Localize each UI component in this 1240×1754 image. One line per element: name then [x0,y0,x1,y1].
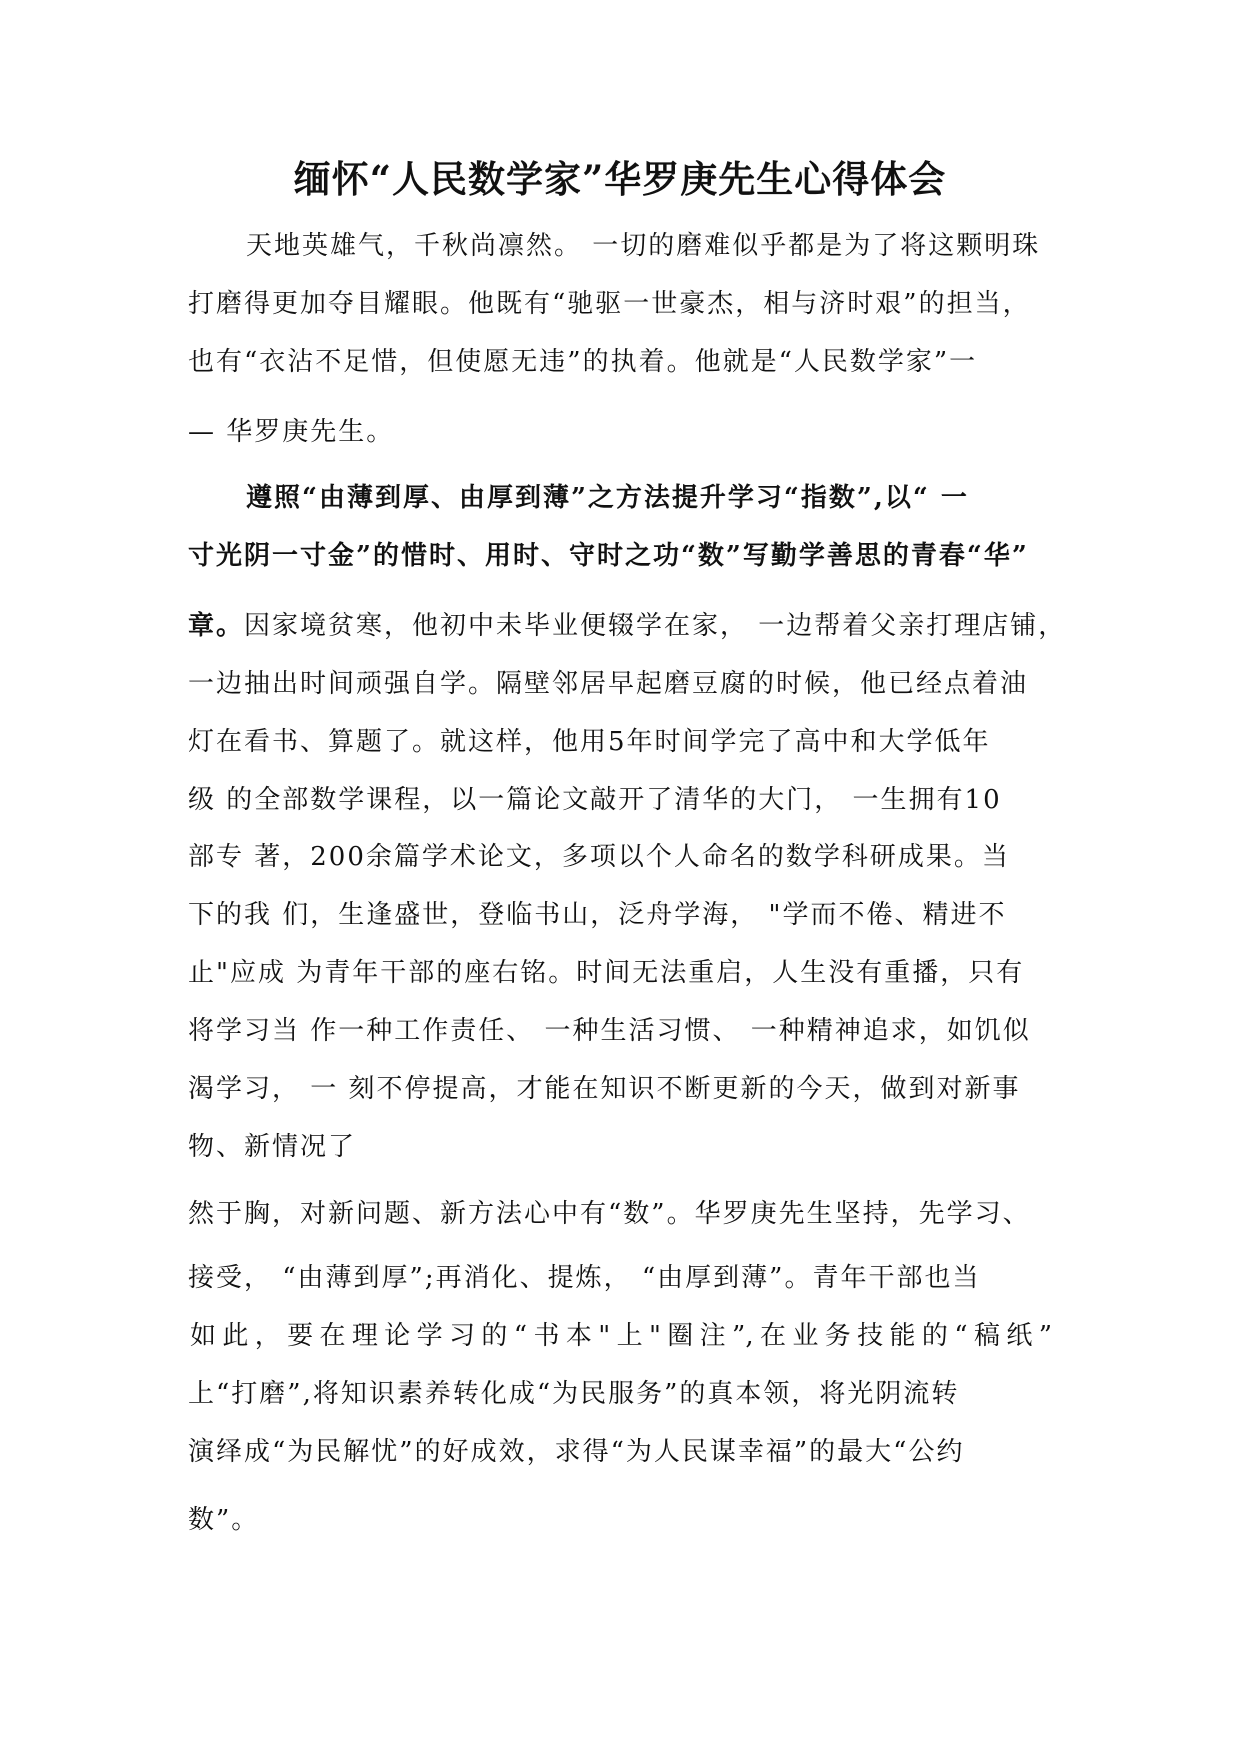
paragraph-1-line-2: 打磨得更加夺目耀眼。他既有“驰驱一世豪杰，相与济时艰”的担当， [188,289,1031,319]
paragraph-2-line-6: 下的我 们，生逢盛世，登临书山，泛舟学海， "学而不倦、精进不 [188,900,1007,930]
paragraph-1-line-1: 天地英雄气，千秋尚凛然。 一切的磨难似乎都是为了将这颗明珠 [246,231,1041,261]
paragraph-2-line-4: 级 的全部数学课程，以一篇论文敲开了清华的大门， 一生拥有10 [188,785,1002,815]
paragraph-3-line-3: 如此，要在理论学习的“书本"上"圈注”,在业务技能的“稿纸” [190,1321,1052,1351]
paragraph-2-line-7: 止"应成 为青年干部的座右铭。时间无法重启，人生没有重播，只有 [188,958,1025,988]
paragraph-2-bold-line-1: 遵照“由薄到厚、由厚到薄”之方法提升学习“指数”,以“ 一 [246,483,969,513]
paragraph-2-line-3: 灯在看书、算题了。就这样，他用5年时间学完了高中和大学低年 [188,727,991,757]
paragraph-3-line-1: 然于胸，对新问题、新方法心中有“数”。华罗庚先生坚持，先学习、 [188,1199,1031,1229]
paragraph-2-line-8: 将学习当 作一种工作责任、 一种生活习惯、 一种精神追求，如饥似 [188,1016,1031,1046]
paragraph-2-line-5: 部专 著，200余篇学术论文，多项以个人命名的数学科研成果。当 [188,842,1010,872]
paragraph-2-bold-line-2: 寸光阴一寸金”的惜时、用时、守时之功“数”写勤学善思的青春“华” [188,541,1029,571]
paragraph-3-line-2: 接受， “由薄到厚”;再消化、提炼， “由厚到薄”。青年干部也当 [188,1263,981,1293]
paragraph-2-line-9: 渴学习， 一 刻不停提高，才能在知识不断更新的今天，做到对新事 [188,1074,1021,1104]
paragraph-2-line-1 [188,608,1066,644]
paragraph-1-line-4: — 华罗庚先生。 [188,417,395,447]
paragraph-1-line-3: 也有“衣沾不足惜，但使愿无违”的执着。他就是“人民数学家”一 [188,347,978,377]
paragraph-2-line-1-text: 因家境贫寒，他初中未毕业便辍学在家， 一边帮着父亲打理店铺， [244,611,1067,641]
document-title: 缅怀“人民数学家”华罗庚先生心得体会 [293,157,947,201]
paragraph-3-line-5: 演绎成“为民解忧”的好成效，求得“为人民谋幸福”的最大“公约 [188,1437,965,1467]
paragraph-3-line-6: 数”。 [188,1505,260,1535]
paragraph-3-line-4: 上“打磨”,将知识素养转化成“为民服务”的真本领，将光阴流转 [188,1379,960,1409]
paragraph-2-line-10: 物、新情况了 [188,1132,357,1162]
paragraph-2-line-2: 一边抽出时间顽强自学。隔壁邻居早起磨豆腐的时候，他已经点着油 [188,669,1029,699]
paragraph-2-bold-lead: 章。 [188,611,245,641]
